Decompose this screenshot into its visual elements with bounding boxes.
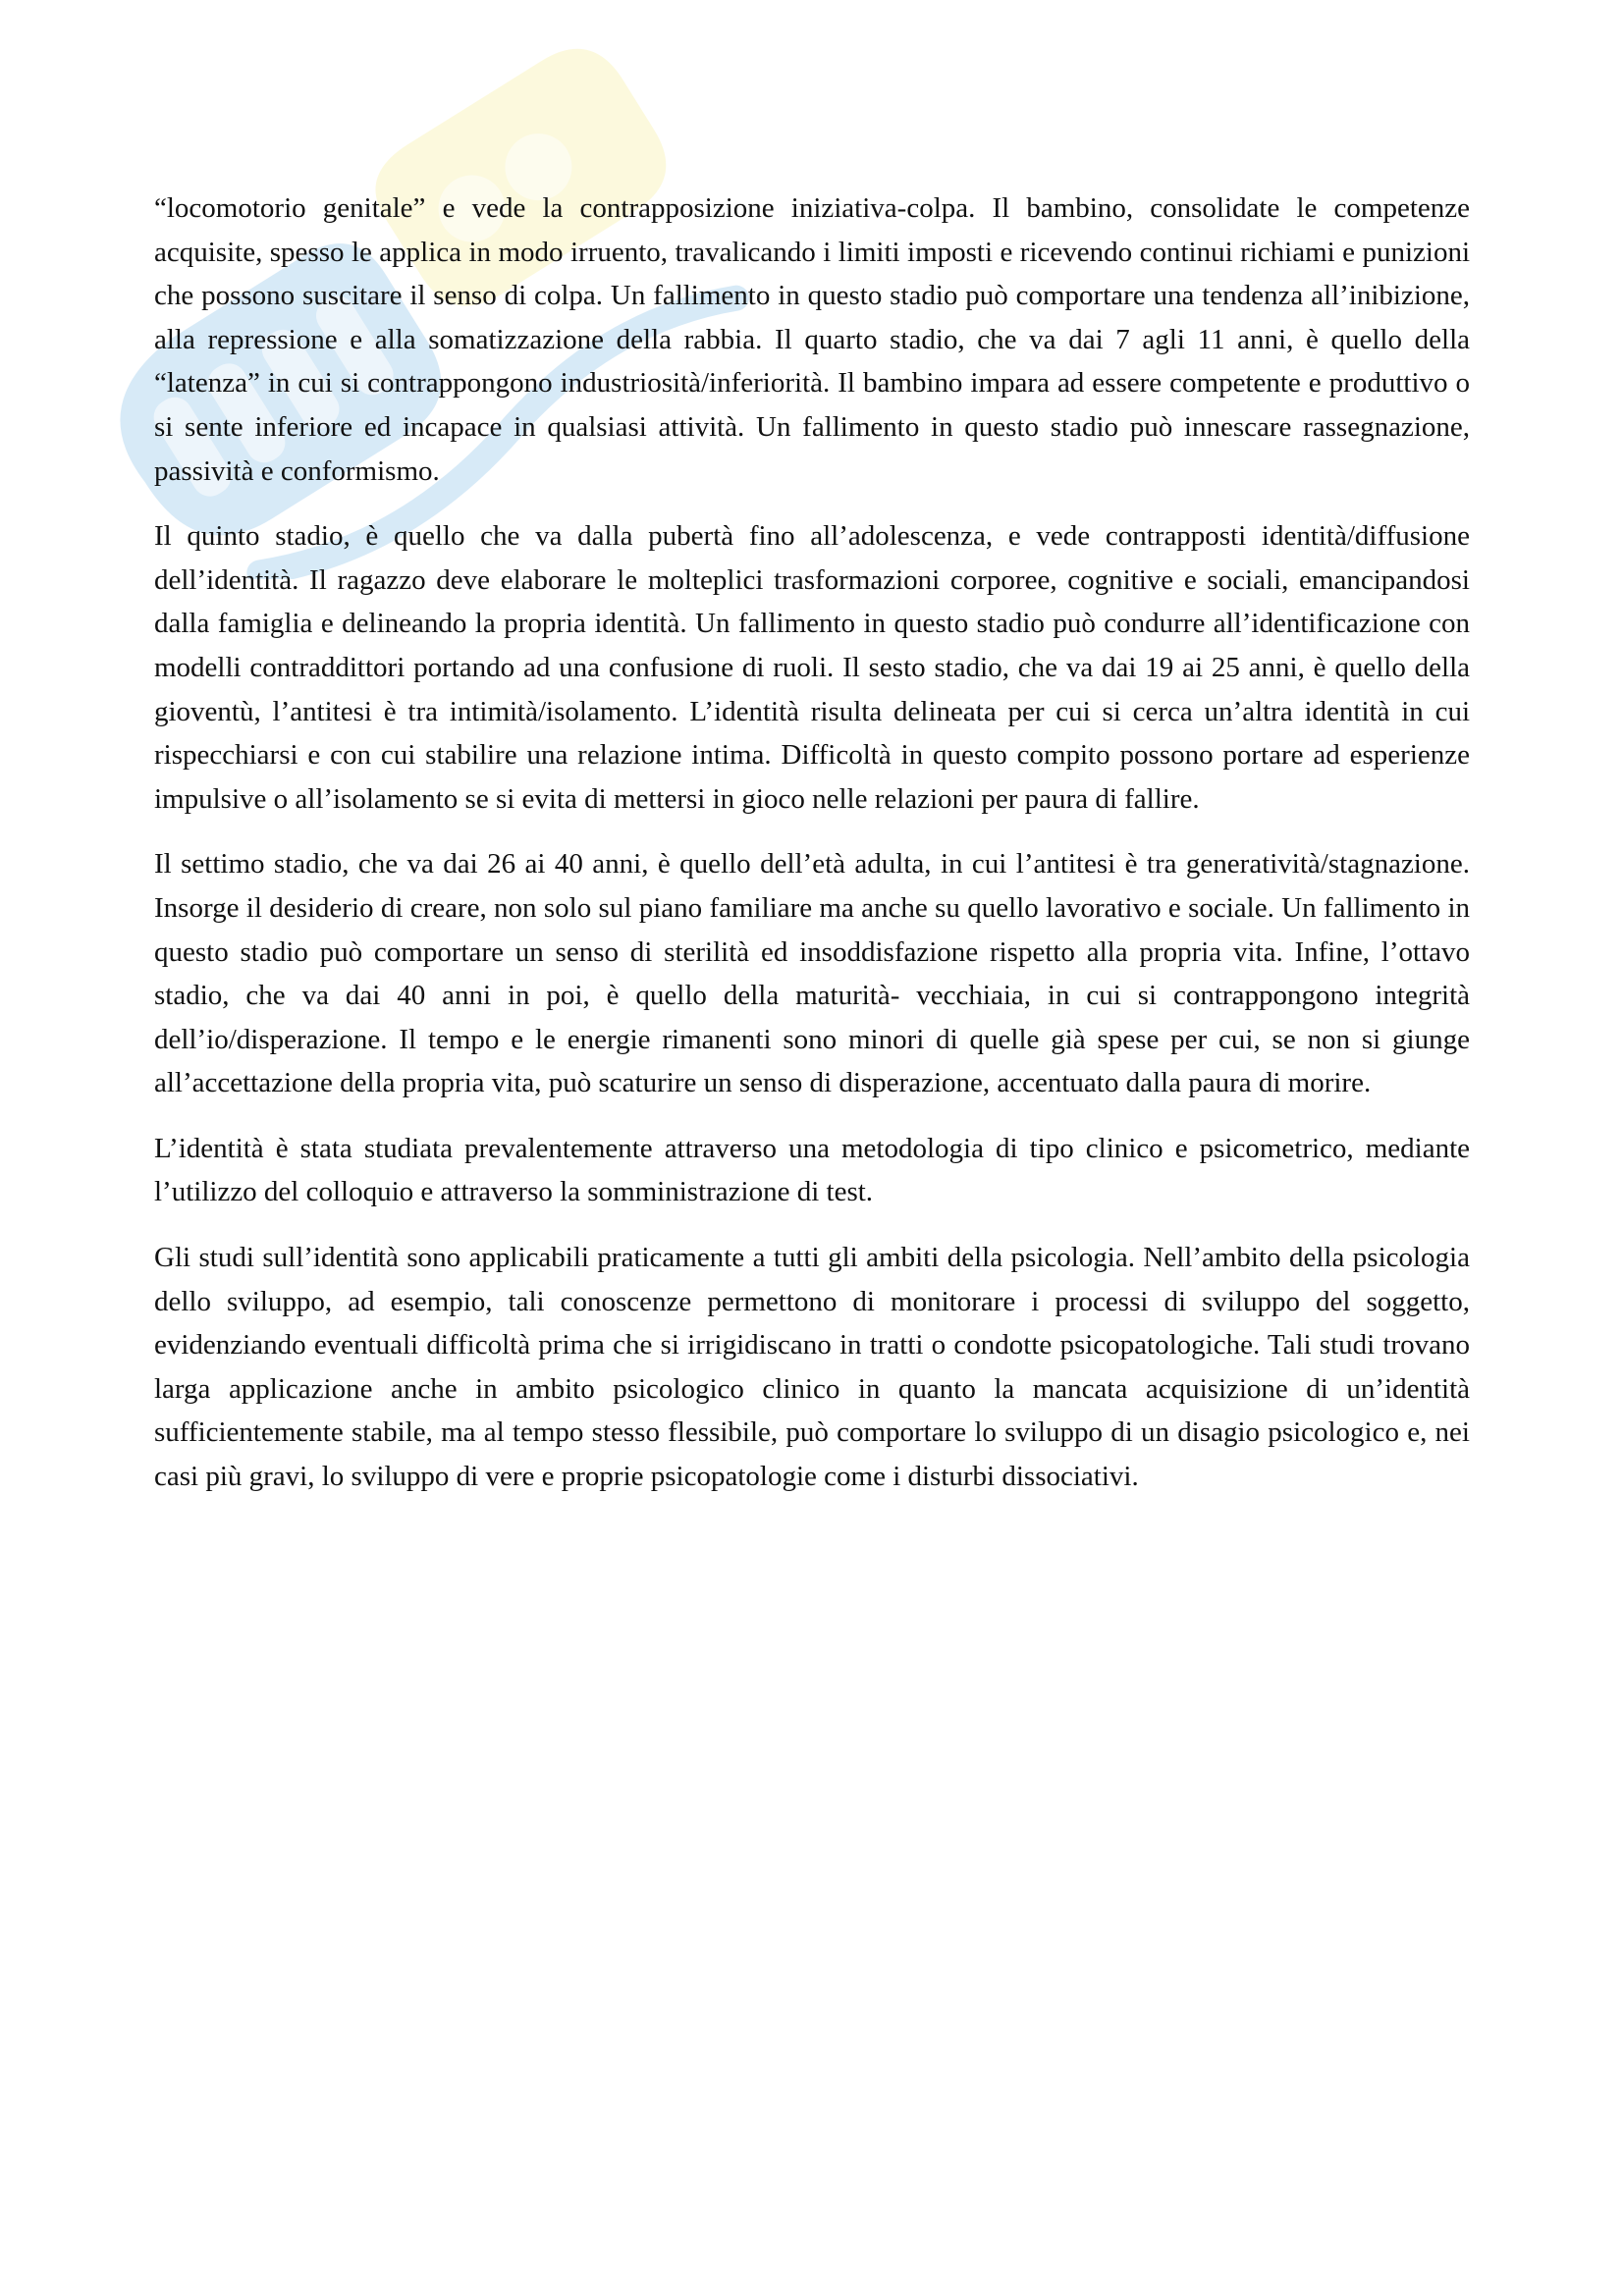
paragraph-1: “locomotorio genitale” e vede la contrapposizione iniziativa-colpa. Il bambino, consolidate le competenze acquisite, spesso le applica in modo irruento, travalicando i limiti imposti e ricevendo continui richiami e punizioni che possono suscitare il senso di colpa. Un fallimento in questo stadio può comportare una tendenza all’inibizione, alla repressione e alla somatizzazione della rabbia. Il quarto stadio, che va dai 7 agli 11 anni, è quello della “latenza” in cui si contrappongono industriosità/inferiorità. Il bambino impara ad essere competente e produttivo o si sente inferiore ed incapace in qualsiasi attività. Un fallimento in questo stadio può innescare rassegnazione, passività e conformismo. [154,192,1470,487]
paragraph-4: L’identità è stata studiata prevalentemente attraverso una metodologia di tipo clinico e psicometrico, mediante l’utilizzo del colloquio e attraverso la somministrazione di test. [154,1132,1470,1208]
paragraph-2: Il quinto stadio, è quello che va dalla pubertà fino all’adolescenza, e vede contrapposti identità/diffusione dell’identità. Il ragazzo deve elaborare le molteplici trasformazioni corporee, cognitive e sociali, emancipandosi dalla famiglia e delineando la propria identità. Un fallimento in questo stadio può condurre all’identificazione con modelli contraddittori portando ad una confusione di ruoli. Il sesto stadio, che va dai 19 ai 25 anni, è quello della gioventù, l’antitesi è tra intimità/isolamento. L’identità risulta delineata per cui si cerca un’altra identità in cui rispecchiarsi e con cui stabilire una relazione intima. Difficoltà in questo compito possono portare ad esperienze impulsive o all’isolamento se si evita di mettersi in gioco nelle relazioni per paura di fallire. [154,520,1470,815]
paragraph-3: Il settimo stadio, che va dai 26 ai 40 anni, è quello dell’età adulta, in cui l’antitesi è tra generatività/stagnazione. Insorge il desiderio di creare, non solo sul piano familiare ma anche su quello lavorativo e sociale. Un fallimento in questo stadio può comportare un senso di sterilità ed insoddisfazione rispetto alla propria vita. Infine, l’ottavo stadio, che va dai 40 anni in poi, è quello della maturità- vecchiaia, in cui si contrappongono integrità dell’io/disperazione. Il tempo e le energie rimanenti sono minori di quelle già spese per cui, se non si giunge all’accettazione della propria vita, può scaturire un senso di disperazione, accentuato dalla paura di morire. [154,848,1470,1099]
document-body [154,187,1470,1521]
paragraph-5: Gli studi sull’identità sono applicabili praticamente a tutti gli ambiti della psicologia. Nell’ambito della psicologia dello sviluppo, ad esempio, tali conoscenze permettono di monitorare i processi di sviluppo del soggetto, evidenziando eventuali difficoltà prima che si irrigidiscano in tratti o condotte psicopatologiche. Tali studi trovano larga applicazione anche in ambito psicologico clinico in quanto la mancata acquisizione di un’identità sufficientemente stabile, ma al tempo stesso flessibile, può comportare lo sviluppo di un disagio psicologico e, nei casi più gravi, lo sviluppo di vere e proprie psicopatologie come i disturbi dissociativi. [154,1242,1470,1493]
